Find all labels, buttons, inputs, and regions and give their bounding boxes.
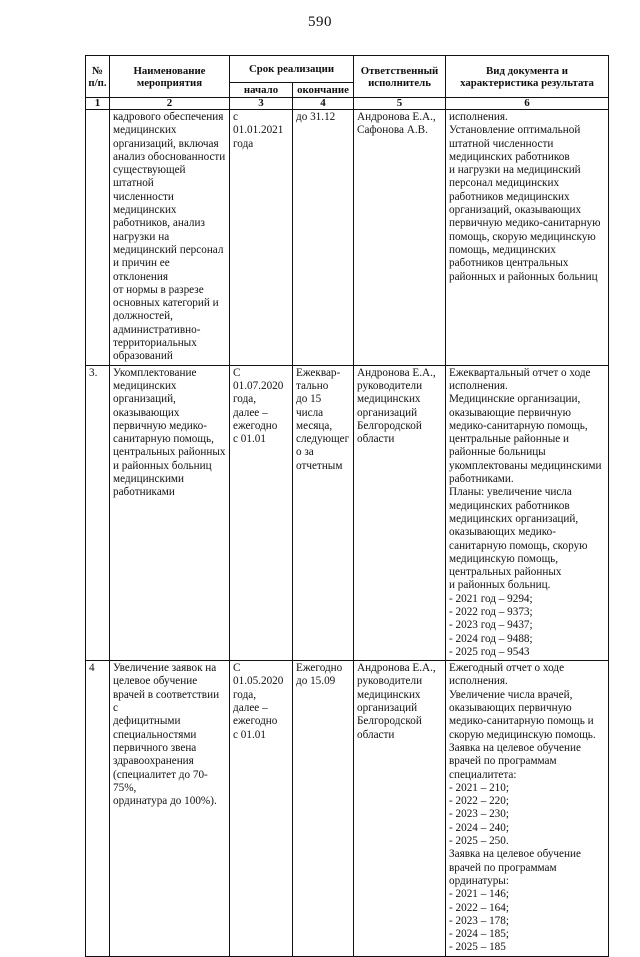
row-start: С 01.07.2020 года, далее – ежегодно с 01.01	[230, 365, 293, 661]
row-num: 3.	[86, 365, 110, 661]
column-index: 2	[110, 98, 230, 110]
row-end: Ежегодно до 15.09	[293, 661, 354, 957]
column-index: 5	[354, 98, 446, 110]
page-number: 590	[308, 14, 332, 30]
row-end: до 31.12	[293, 110, 354, 366]
header-num: № п/п.	[86, 56, 110, 98]
row-num: 4	[86, 661, 110, 957]
table-row	[86, 661, 609, 957]
row-responsible: Андронова Е.А., руководители медицинских организаций Белгородской области	[354, 661, 446, 957]
row-start: С 01.05.2020 года, далее – ежегодно с 01.01	[230, 661, 293, 957]
table-row	[86, 110, 609, 366]
row-num	[86, 110, 110, 366]
header-result: Вид документа и характеристика результата	[446, 56, 609, 98]
measures-table	[85, 55, 609, 957]
row-result: исполнения. Установление оптимальной штатной численности медицинских работников и нагрузки на медицинский персонал медицинских работников медицинских организаций, оказывающих первичную медико-санитарную помощь, скорую медицинскую помощь, медицинских работников центральных районных и районных больниц	[446, 110, 609, 366]
row-event: Укомплектование медицинских организаций, оказывающих первичную медико- санитарную помощь, центральных районных и районных больниц медицинскими работниками	[110, 365, 230, 661]
column-index: 4	[293, 98, 354, 110]
header-event: Наименование мероприятия	[110, 56, 230, 98]
row-start: с 01.01.2021 года	[230, 110, 293, 366]
row-result: Ежеквартальный отчет о ходе исполнения. Медицинские организации, оказывающие первичную медико-санитарную помощь, центральные районные и районные больницы укомплектованы медицинскими работниками. Планы: увеличение числа медицинских работников медицинских организаций, оказывающих медико- санитарную помощь, скорую медицинскую помощь, центральных районных и районных больниц. - 2021 год – 9294; - 2022 год – 9373; - 2023 год – 9437; - 2024 год – 9488; - 2025 год – 9543	[446, 365, 609, 661]
header-start: начало	[230, 83, 293, 98]
column-index: 3	[230, 98, 293, 110]
row-end: Ежеквар- тально до 15 числа месяца, следующег о за отчетным	[293, 365, 354, 661]
row-responsible: Андронова Е.А., руководители медицинских организаций Белгородской области	[354, 365, 446, 661]
header-end: окончание	[293, 83, 354, 98]
row-event: кадрового обеспечения медицинских организаций, включая анализ обоснованности существующей штатной численности медицинских работников, анализ нагрузки на медицинский персонал и причин ее отклонения от нормы в разрезе основных категорий и должностей, административно- территориальных образований	[110, 110, 230, 366]
row-responsible: Андронова Е.А., Сафонова А.В.	[354, 110, 446, 366]
column-index: 6	[446, 98, 609, 110]
row-event: Увеличение заявок на целевое обучение врачей в соответствии с дефицитными специальностями первичного звена здравоохранения (специалитет до 70-75%, ординатура до 100%).	[110, 661, 230, 957]
table-row	[86, 365, 609, 661]
column-index: 1	[86, 98, 110, 110]
row-result: Ежегодный отчет о ходе исполнения. Увеличение числа врачей, оказывающих первичную медико-санитарную помощь и скорую медицинскую помощь. Заявка на целевое обучение врачей по программам специалитета: - 2021 – 210; - 2022 – 220; - 2023 – 230; - 2024 – 240; - 2025 – 250. Заявка на целевое обучение врачей по программам ординатуры: - 2021 – 146; - 2022 – 164; - 2023 – 178; - 2024 – 185; - 2025 – 185	[446, 661, 609, 957]
header-period: Срок реализации	[230, 56, 354, 83]
header-responsible: Ответственный исполнитель	[354, 56, 446, 98]
